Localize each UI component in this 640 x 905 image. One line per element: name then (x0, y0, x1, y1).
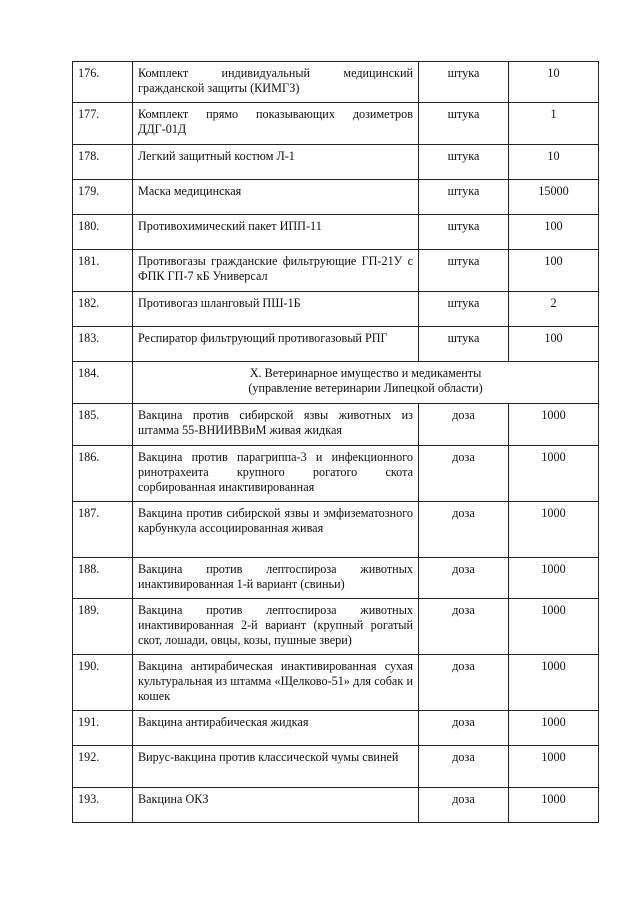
item-quantity: 1000 (509, 502, 599, 558)
item-unit: штука (419, 327, 509, 362)
item-unit: доза (419, 655, 509, 711)
item-name: Вакцина против парагриппа-3 и инфекционного ринотрахеита крупного рогатого скота сорбированная инактивированная (133, 446, 419, 502)
table-row (73, 655, 599, 711)
row-number: 189. (73, 599, 133, 655)
row-number: 193. (73, 788, 133, 823)
item-unit: штука (419, 215, 509, 250)
item-unit: доза (419, 711, 509, 746)
item-quantity: 15000 (509, 180, 599, 215)
item-name: Легкий защитный костюм Л-1 (133, 145, 419, 180)
table-row (73, 502, 599, 558)
inventory-table (72, 61, 599, 823)
item-name: Вакцина против сибирской язвы и эмфизематозного карбункула ассоциированная живая (133, 502, 419, 558)
item-name: Вакцина против лептоспироза животных инактивированная 2-й вариант (крупный рогатый скот, лошади, овцы, козы, пушные звери) (133, 599, 419, 655)
item-quantity: 10 (509, 62, 599, 103)
row-number: 185. (73, 404, 133, 446)
item-quantity: 2 (509, 292, 599, 327)
item-quantity: 1000 (509, 558, 599, 599)
row-number: 190. (73, 655, 133, 711)
item-unit: доза (419, 746, 509, 788)
row-number: 177. (73, 103, 133, 145)
table-row (73, 327, 599, 362)
table-row (73, 215, 599, 250)
item-quantity: 100 (509, 215, 599, 250)
item-quantity: 1000 (509, 746, 599, 788)
table-row (73, 145, 599, 180)
item-name: Вакцина ОКЗ (133, 788, 419, 823)
item-name: Маска медицинская (133, 180, 419, 215)
table-row (73, 103, 599, 145)
row-number: 191. (73, 711, 133, 746)
item-quantity: 1000 (509, 655, 599, 711)
item-name: Противохимический пакет ИПП-11 (133, 215, 419, 250)
item-quantity: 1000 (509, 599, 599, 655)
item-unit: доза (419, 599, 509, 655)
row-number: 182. (73, 292, 133, 327)
item-name: Респиратор фильтрующий противогазовый РПГ (133, 327, 419, 362)
item-unit: штука (419, 292, 509, 327)
item-unit: штука (419, 145, 509, 180)
item-unit: доза (419, 558, 509, 599)
section-row (73, 362, 599, 404)
item-quantity: 1000 (509, 446, 599, 502)
table-row (73, 180, 599, 215)
item-unit: доза (419, 788, 509, 823)
table-row (73, 788, 599, 823)
item-name: Вирус-вакцина против классической чумы свиней (133, 746, 419, 788)
table-row (73, 599, 599, 655)
item-name: Вакцина антирабическая жидкая (133, 711, 419, 746)
item-name: Вакцина против лептоспироза животных инактивированная 1-й вариант (свиньи) (133, 558, 419, 599)
item-name: Комплект индивидуальный медицинский гражданской защиты (КИМГЗ) (133, 62, 419, 103)
table-row (73, 746, 599, 788)
section-subtitle: (управление ветеринарии Липецкой области) (248, 381, 483, 395)
section-title: X. Ветеринарное имущество и медикаменты (249, 366, 482, 380)
item-quantity: 1000 (509, 404, 599, 446)
row-number: 188. (73, 558, 133, 599)
row-number: 192. (73, 746, 133, 788)
item-unit: доза (419, 446, 509, 502)
item-quantity: 1 (509, 103, 599, 145)
item-name: Противогаз шланговый ПШ-1Б (133, 292, 419, 327)
item-name: Комплект прямо показывающих дозиметров ДДГ-01Д (133, 103, 419, 145)
item-unit: доза (419, 404, 509, 446)
item-unit: штука (419, 103, 509, 145)
row-number: 178. (73, 145, 133, 180)
row-number: 183. (73, 327, 133, 362)
table-row (73, 558, 599, 599)
row-number: 179. (73, 180, 133, 215)
table-row (73, 62, 599, 103)
table-row (73, 292, 599, 327)
table-row (73, 250, 599, 292)
row-number: 176. (73, 62, 133, 103)
table-row (73, 711, 599, 746)
item-quantity: 100 (509, 327, 599, 362)
table-row (73, 446, 599, 502)
row-number: 184. (73, 362, 133, 404)
row-number: 180. (73, 215, 133, 250)
item-quantity: 100 (509, 250, 599, 292)
item-unit: штука (419, 180, 509, 215)
item-name: Вакцина против сибирской язвы животных из штамма 55-ВНИИВВиМ живая жидкая (133, 404, 419, 446)
row-number: 181. (73, 250, 133, 292)
item-unit: штука (419, 250, 509, 292)
item-quantity: 10 (509, 145, 599, 180)
table-row (73, 404, 599, 446)
item-name: Противогазы гражданские фильтрующие ГП-21У с ФПК ГП-7 кБ Универсал (133, 250, 419, 292)
row-number: 186. (73, 446, 133, 502)
section-heading (133, 362, 599, 404)
row-number: 187. (73, 502, 133, 558)
item-unit: доза (419, 502, 509, 558)
item-unit: штука (419, 62, 509, 103)
item-quantity: 1000 (509, 788, 599, 823)
item-name: Вакцина антирабическая инактивированная сухая культуральная из штамма «Щелково-51» для собак и кошек (133, 655, 419, 711)
item-quantity: 1000 (509, 711, 599, 746)
